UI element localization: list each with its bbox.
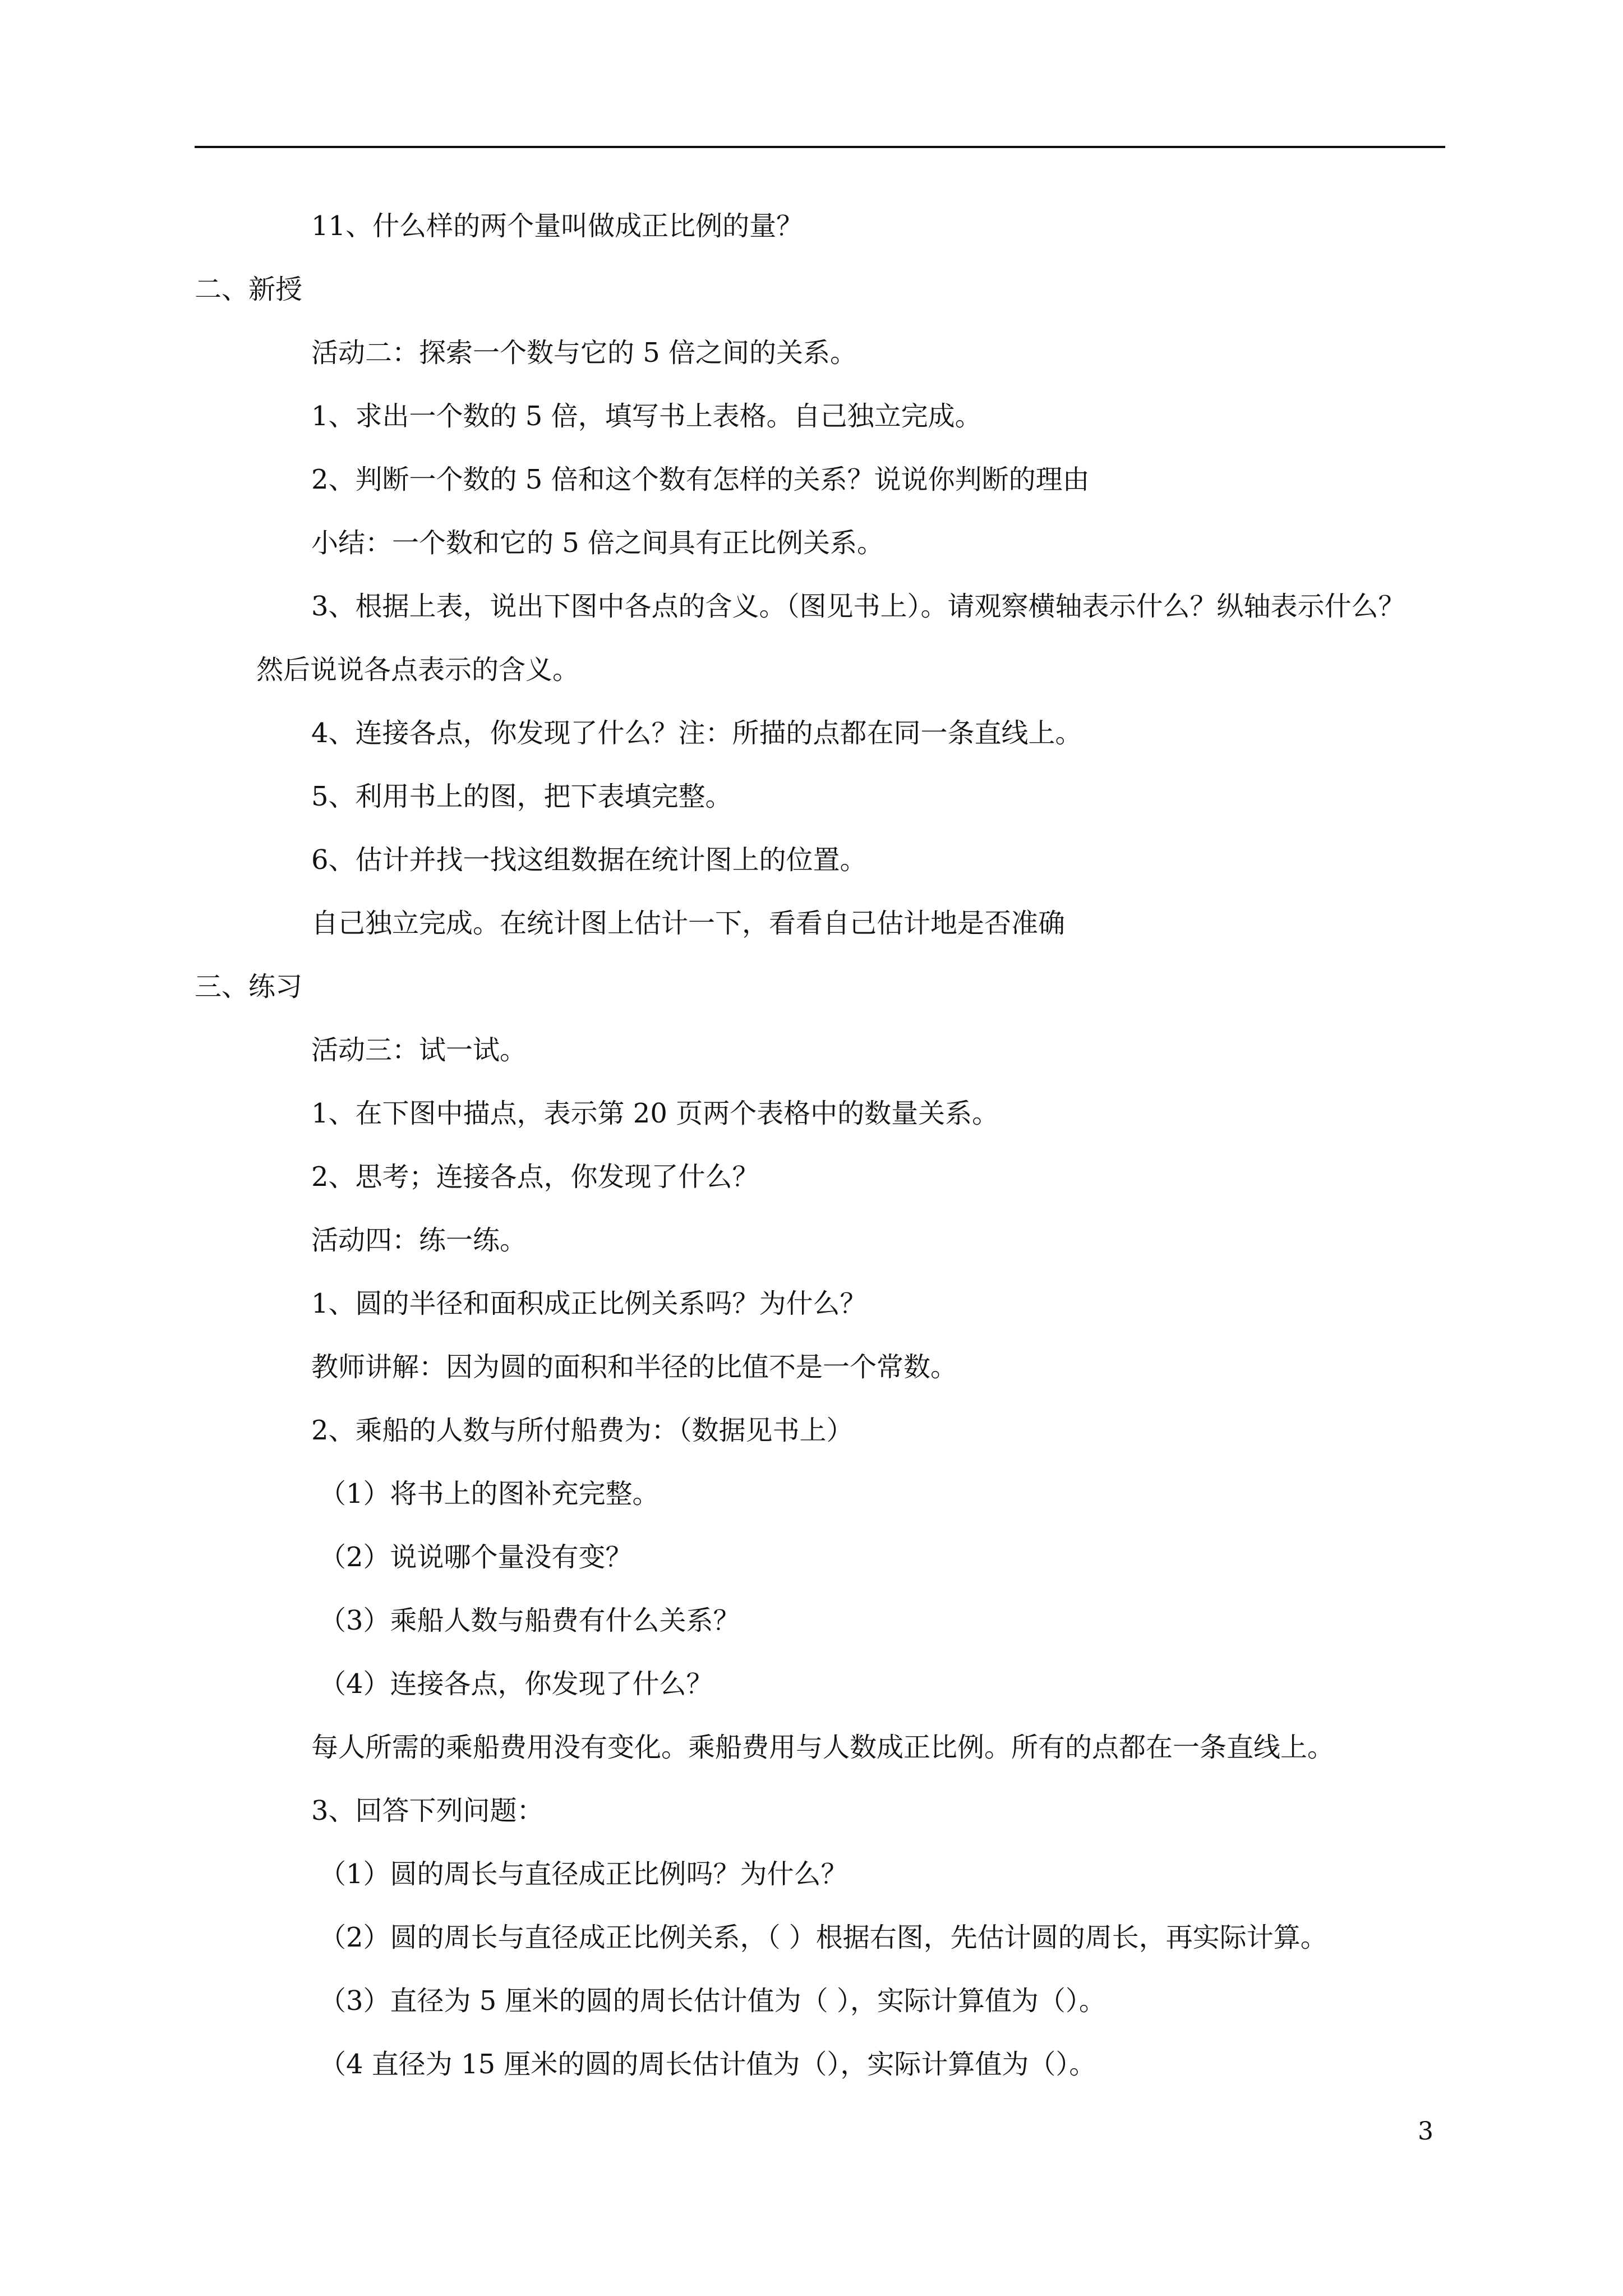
- q3-sub-question-3: （3）直径为 5 厘米的圆的周长估计值为（ ），实际计算值为（）。: [319, 1985, 1106, 2017]
- sub-question-2: （2）说说哪个量没有变？: [319, 1542, 633, 1573]
- answer-text: 每人所需的乘船费用没有变化。乘船费用与人数成正比例。所有的点都在一条直线上。: [311, 1732, 1335, 1763]
- activity-2-step-6: 6、估计并找一找这组数据在统计图上的位置。: [311, 844, 867, 876]
- q3-sub-question-1: （1）圆的周长与直径成正比例吗？为什么？: [319, 1858, 848, 1890]
- activity-2-step-4: 4、连接各点，你发现了什么？注：所描的点都在同一条直线上。: [311, 717, 1082, 749]
- question-11: 11、什么样的两个量叫做成正比例的量？: [311, 210, 804, 242]
- sub-question-4: （4）连接各点，你发现了什么？: [319, 1668, 713, 1700]
- activity-4-question-3: 3、回答下列问题：: [311, 1795, 544, 1826]
- section-heading-practice: 三、练习: [195, 971, 303, 1002]
- teacher-explanation: 教师讲解：因为圆的面积和半径的比值不是一个常数。: [311, 1351, 958, 1383]
- activity-3-step-1: 1、在下图中描点，表示第 20 页两个表格中的数量关系。: [311, 1098, 999, 1129]
- activity-2-step-3-continued: 然后说说各点表示的含义。: [256, 654, 580, 685]
- q3-sub-question-4: （4 直径为 15 厘米的圆的周长估计值为（），实际计算值为（）。: [319, 2049, 1096, 2080]
- document-body: [195, 209, 1445, 2110]
- activity-3-step-2: 2、思考；连接各点，你发现了什么？: [311, 1161, 759, 1193]
- activity-2-step-3: 3、根据上表，说出下图中各点的含义。（图见书上）。请观察横轴表示什么？纵轴表示什么？: [311, 591, 1405, 622]
- activity-2-step-5: 5、利用书上的图，把下表填完整。: [311, 781, 732, 812]
- activity-2-title: 活动二：探索一个数与它的 5 倍之间的关系。: [311, 337, 857, 369]
- sub-question-1: （1）将书上的图补充完整。: [319, 1478, 660, 1510]
- q3-sub-question-2: （2）圆的周长与直径成正比例关系，（ ）根据右图，先估计圆的周长，再实际计算。: [319, 1922, 1327, 1953]
- header-rule: [195, 146, 1445, 148]
- sub-question-3: （3）乘船人数与船费有什么关系？: [319, 1605, 740, 1636]
- activity-3-title: 活动三：试一试。: [311, 1034, 527, 1066]
- activity-4-question-2: 2、乘船的人数与所付船费为：（数据见书上）: [311, 1415, 854, 1446]
- page-number: 3: [1418, 2117, 1433, 2146]
- activity-2-step-2: 2、判断一个数的 5 倍和这个数有怎样的关系？说说你判断的理由: [311, 464, 1090, 495]
- section-heading-new-lesson: 二、新授: [195, 274, 303, 305]
- activity-2-note: 自己独立完成。在统计图上估计一下，看看自己估计地是否准确: [311, 908, 1066, 939]
- activity-2-step-1: 1、求出一个数的 5 倍，填写书上表格。自己独立完成。: [311, 401, 982, 432]
- summary: 小结：一个数和它的 5 倍之间具有正比例关系。: [311, 527, 884, 559]
- activity-4-question-1: 1、圆的半径和面积成正比例关系吗？为什么？: [311, 1288, 867, 1319]
- activity-4-title: 活动四：练一练。: [311, 1225, 527, 1256]
